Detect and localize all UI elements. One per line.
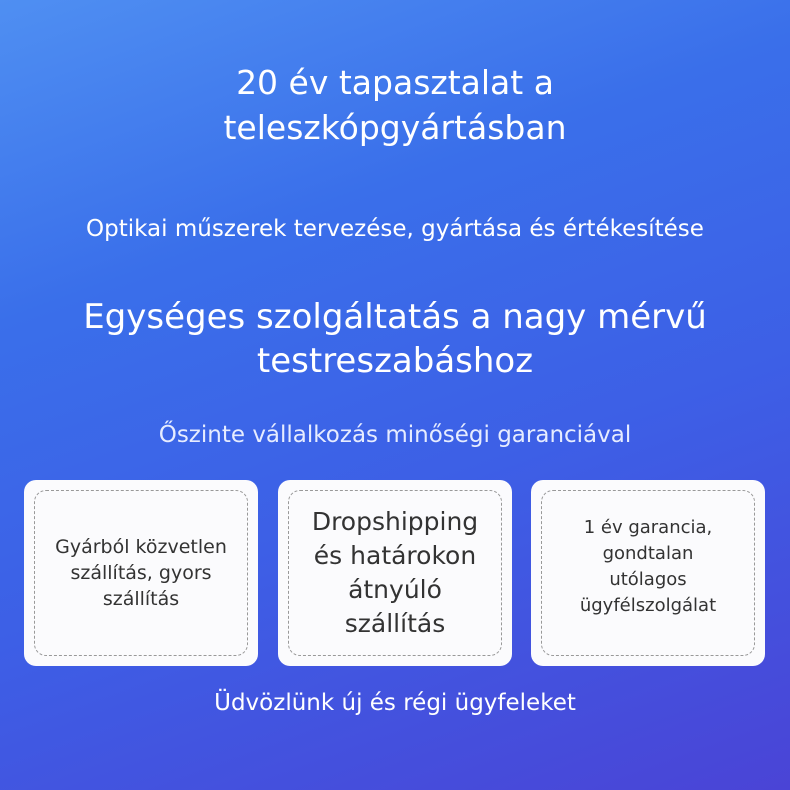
card-text: 1 év garancia, (583, 517, 713, 538)
card-text: Gyárból közvetlen (55, 536, 227, 558)
page-title (0, 60, 790, 150)
feature-card-warranty (531, 480, 765, 666)
card-text: utólagos (609, 569, 687, 590)
card-text: ügyfélszolgálat (579, 595, 717, 616)
card-text: és határokon (313, 541, 477, 570)
welcome-footer: Üdvözlünk új és régi ügyfeleket (214, 690, 576, 716)
title-line: 20 év tapasztalat a (236, 63, 554, 102)
heading-line: Egységes szolgáltatás a nagy mérvű (83, 297, 707, 337)
title-line: teleszkópgyártásban (223, 108, 567, 147)
card-text: Dropshipping (311, 507, 479, 536)
feature-card-dropshipping (278, 480, 512, 666)
card-text: szállítás, gyors (70, 562, 212, 584)
feature-card-direct-shipping (24, 480, 258, 666)
service-heading (0, 295, 790, 383)
heading-line: testreszabáshoz (256, 341, 534, 381)
card-text: szállítás (102, 588, 180, 610)
tagline: Őszinte vállalkozás minőségi garanciával (158, 422, 632, 448)
card-text: átnyúló (348, 575, 442, 604)
subtitle: Optikai műszerek tervezése, gyártása és értékesítése (86, 216, 704, 242)
card-text: szállítás (344, 609, 446, 638)
card-text: gondtalan (602, 543, 694, 564)
